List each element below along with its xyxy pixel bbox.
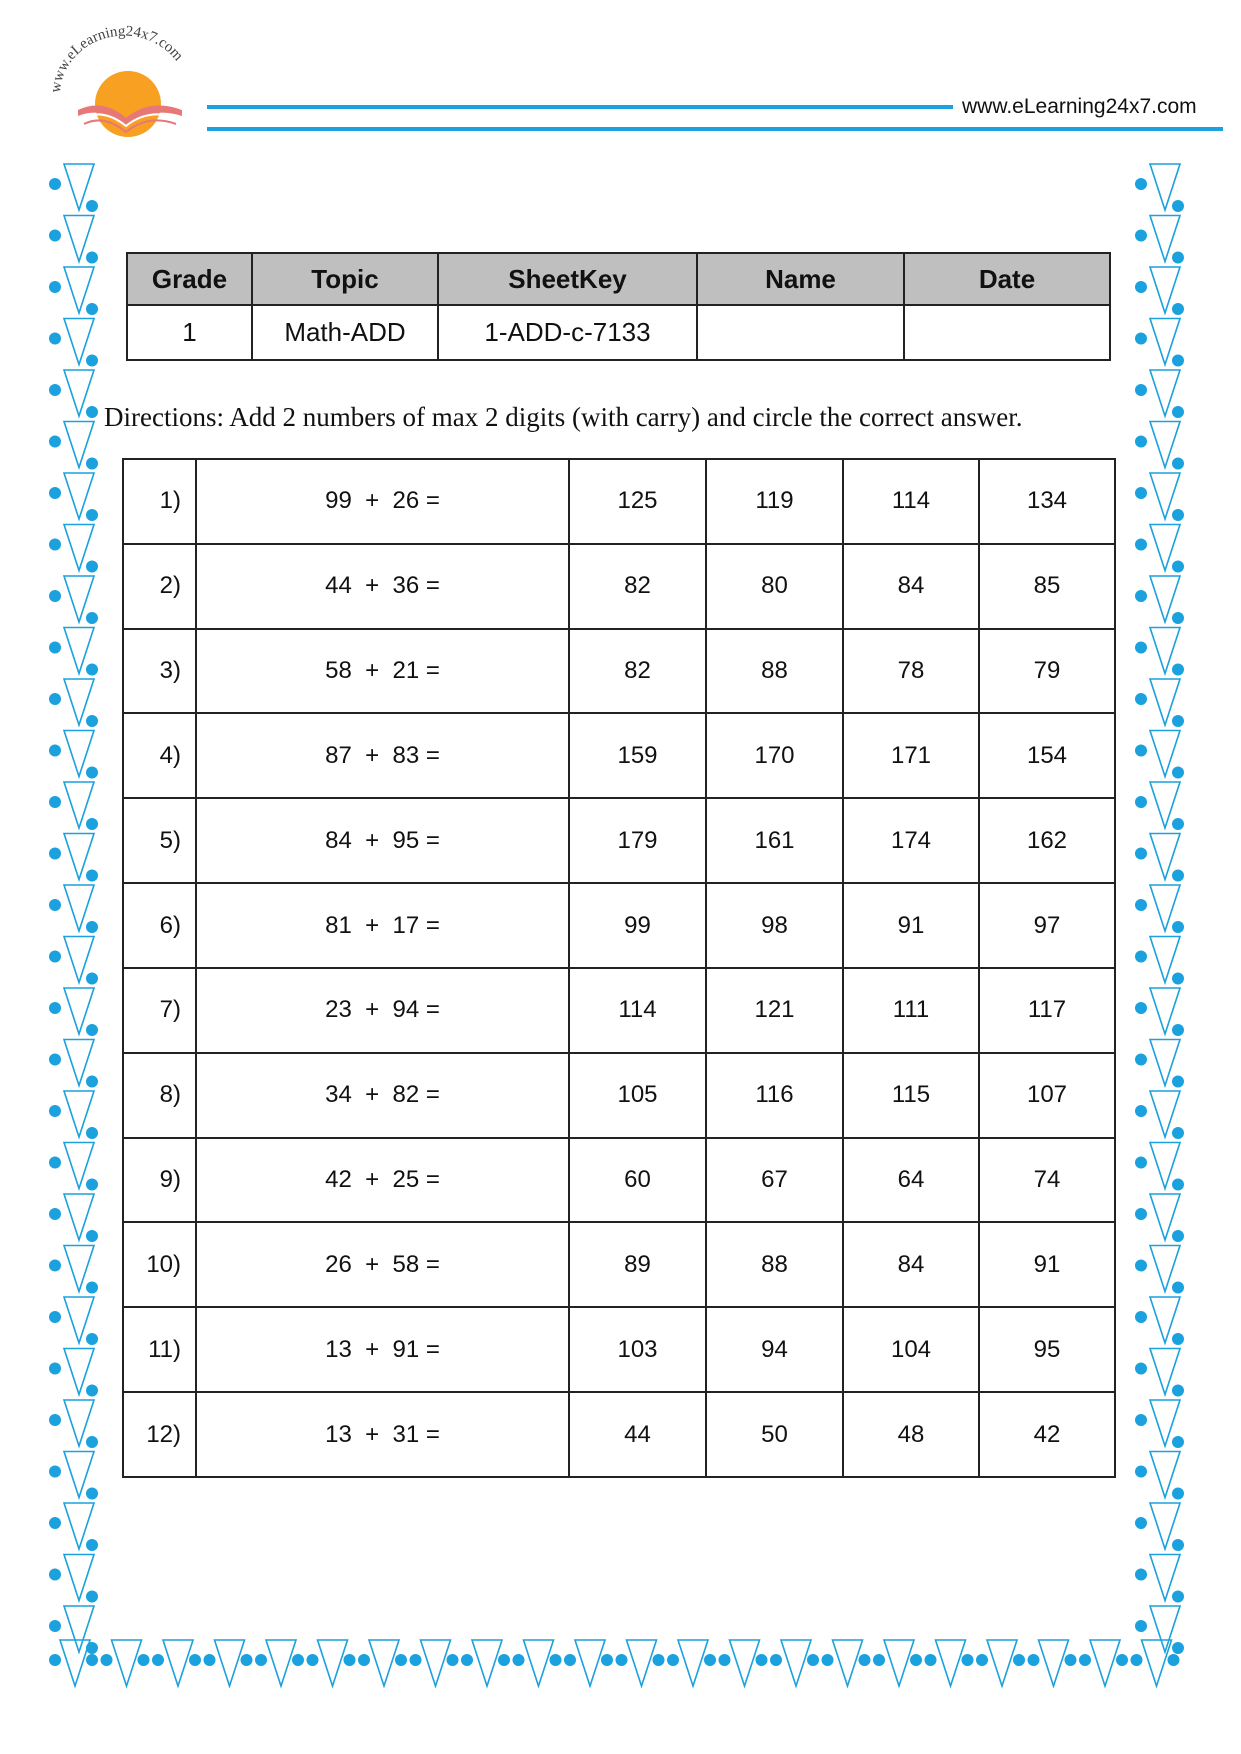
problem-row — [123, 1392, 1115, 1477]
border-dot — [292, 1654, 304, 1666]
border-dot — [49, 745, 61, 757]
answer-option[interactable]: 107 — [979, 1053, 1115, 1138]
border-dot — [1172, 1539, 1184, 1551]
border-triangle — [524, 1640, 554, 1686]
border-dot — [1135, 1208, 1147, 1220]
border-dot — [1065, 1654, 1077, 1666]
answer-option[interactable]: 117 — [979, 968, 1115, 1053]
border-dot — [86, 767, 98, 779]
sheetkey-value: 1-ADD-c-7133 — [438, 305, 697, 360]
problem-expression: 99 + 26 = — [196, 459, 569, 544]
border-dot — [1135, 487, 1147, 499]
border-dot — [1172, 1127, 1184, 1139]
problems-table — [122, 458, 1116, 1478]
border-dot — [86, 612, 98, 624]
border-dot — [49, 796, 61, 808]
problem-row — [123, 1307, 1115, 1392]
problem-row — [123, 798, 1115, 883]
border-triangle — [421, 1640, 451, 1686]
border-triangle — [369, 1640, 399, 1686]
border-dot — [86, 1024, 98, 1036]
border-dot — [1172, 715, 1184, 727]
border-dot — [1172, 612, 1184, 624]
name-header: Name — [697, 253, 904, 305]
border-dot — [1135, 230, 1147, 242]
border-dot — [461, 1654, 473, 1666]
answer-option[interactable]: 50 — [706, 1392, 843, 1477]
answer-option[interactable]: 82 — [569, 544, 706, 629]
answer-option[interactable]: 134 — [979, 459, 1115, 544]
answer-option[interactable]: 171 — [843, 713, 979, 798]
border-dot — [49, 1569, 61, 1581]
border-dot — [49, 178, 61, 190]
border-dot — [86, 355, 98, 367]
border-dot — [86, 252, 98, 264]
border-dot — [1135, 1157, 1147, 1169]
border-dot — [1172, 973, 1184, 985]
answer-option[interactable]: 88 — [706, 1222, 843, 1307]
website-url: www.eLearning24x7.com — [962, 95, 1197, 118]
answer-option[interactable]: 125 — [569, 459, 706, 544]
decorative-border-left — [48, 160, 104, 1690]
problem-row — [123, 459, 1115, 544]
border-dot — [86, 406, 98, 418]
border-dot — [49, 1157, 61, 1169]
border-dot — [49, 436, 61, 448]
border-dot — [1135, 848, 1147, 860]
border-dot — [1135, 436, 1147, 448]
border-triangle — [1090, 1640, 1120, 1686]
border-triangle — [678, 1640, 708, 1686]
border-dot — [49, 230, 61, 242]
logo-arc-text: www.eLearning24x7.com — [47, 23, 187, 94]
worksheet-info-table — [126, 252, 1111, 361]
answer-option[interactable]: 79 — [979, 629, 1115, 714]
answer-option[interactable]: 97 — [979, 883, 1115, 968]
problem-number: 9) — [123, 1138, 196, 1223]
border-dot — [49, 1054, 61, 1066]
border-dot — [962, 1654, 974, 1666]
border-dot — [447, 1654, 459, 1666]
problem-number: 8) — [123, 1053, 196, 1138]
border-dot — [86, 1282, 98, 1294]
border-dot — [49, 1620, 61, 1632]
border-dot — [49, 899, 61, 911]
topic-header: Topic — [252, 253, 438, 305]
border-dot — [1172, 664, 1184, 676]
answer-option[interactable]: 74 — [979, 1138, 1115, 1223]
border-triangle — [1039, 1640, 1069, 1686]
problem-number: 1) — [123, 459, 196, 544]
answer-option[interactable]: 80 — [706, 544, 843, 629]
date-header: Date — [904, 253, 1110, 305]
answer-option[interactable]: 114 — [569, 968, 706, 1053]
border-dot — [86, 509, 98, 521]
answer-option[interactable]: 121 — [706, 968, 843, 1053]
answer-option[interactable]: 89 — [569, 1222, 706, 1307]
border-triangle — [884, 1640, 914, 1686]
border-dot — [307, 1654, 319, 1666]
problem-row — [123, 1222, 1115, 1307]
problem-expression: 44 + 36 = — [196, 544, 569, 629]
border-dot — [1135, 1105, 1147, 1117]
border-dot — [1172, 1024, 1184, 1036]
border-dot — [204, 1654, 216, 1666]
border-dot — [822, 1654, 834, 1666]
answer-option[interactable]: 119 — [706, 459, 843, 544]
answer-option[interactable]: 64 — [843, 1138, 979, 1223]
problem-row — [123, 968, 1115, 1053]
answer-option[interactable]: 170 — [706, 713, 843, 798]
border-dot — [49, 1002, 61, 1014]
border-dot — [1135, 590, 1147, 602]
border-dot — [1135, 899, 1147, 911]
problem-expression: 87 + 83 = — [196, 713, 569, 798]
border-dot — [49, 384, 61, 396]
border-dot — [1172, 1333, 1184, 1345]
border-dot — [1135, 178, 1147, 190]
problem-number: 12) — [123, 1392, 196, 1477]
border-dot — [1028, 1654, 1040, 1666]
border-dot — [152, 1654, 164, 1666]
border-dot — [1135, 1414, 1147, 1426]
border-dot — [86, 1230, 98, 1242]
border-dot — [1172, 303, 1184, 315]
border-dot — [49, 848, 61, 860]
border-dot — [1172, 921, 1184, 933]
problem-row — [123, 1138, 1115, 1223]
border-dot — [49, 1363, 61, 1375]
answer-option[interactable]: 44 — [569, 1392, 706, 1477]
border-dot — [86, 458, 98, 470]
border-dot — [86, 1385, 98, 1397]
border-dot — [49, 1208, 61, 1220]
problem-number: 6) — [123, 883, 196, 968]
border-triangle — [472, 1640, 502, 1686]
border-dot — [1079, 1654, 1091, 1666]
border-triangle — [215, 1640, 245, 1686]
border-dot — [1135, 1620, 1147, 1632]
answer-option[interactable]: 67 — [706, 1138, 843, 1223]
problem-row — [123, 1053, 1115, 1138]
problem-number: 5) — [123, 798, 196, 883]
border-dot — [86, 1076, 98, 1088]
border-dot — [770, 1654, 782, 1666]
border-dot — [344, 1654, 356, 1666]
border-dot — [86, 973, 98, 985]
problem-number: 2) — [123, 544, 196, 629]
problem-expression: 26 + 58 = — [196, 1222, 569, 1307]
border-dot — [1135, 693, 1147, 705]
border-dot — [1172, 200, 1184, 212]
border-triangle — [163, 1640, 193, 1686]
border-dot — [1135, 1054, 1147, 1066]
border-dot — [1172, 1282, 1184, 1294]
border-dot — [873, 1654, 885, 1666]
border-dot — [1135, 1466, 1147, 1478]
border-dot — [1135, 642, 1147, 654]
border-dot — [1172, 1076, 1184, 1088]
problem-row — [123, 544, 1115, 629]
date-field[interactable] — [904, 305, 1110, 360]
border-dot — [550, 1654, 562, 1666]
problem-expression: 13 + 91 = — [196, 1307, 569, 1392]
border-triangle — [1142, 1640, 1172, 1686]
border-dot — [49, 1517, 61, 1529]
border-dot — [86, 1127, 98, 1139]
answer-option[interactable]: 60 — [569, 1138, 706, 1223]
name-field[interactable] — [697, 305, 904, 360]
border-dot — [1172, 1230, 1184, 1242]
border-dot — [1172, 767, 1184, 779]
border-dot — [49, 333, 61, 345]
answer-option[interactable]: 94 — [706, 1307, 843, 1392]
answer-option[interactable]: 84 — [843, 1222, 979, 1307]
border-dot — [1172, 1436, 1184, 1448]
border-dot — [925, 1654, 937, 1666]
grade-value: 1 — [127, 305, 252, 360]
border-dot — [910, 1654, 922, 1666]
problem-expression: 34 + 82 = — [196, 1053, 569, 1138]
decorative-border-bottom — [48, 1636, 1188, 1692]
border-dot — [86, 1179, 98, 1191]
answer-option[interactable]: 162 — [979, 798, 1115, 883]
border-dot — [395, 1654, 407, 1666]
border-triangle — [112, 1640, 142, 1686]
border-dot — [1172, 509, 1184, 521]
answer-option[interactable]: 88 — [706, 629, 843, 714]
border-dot — [358, 1654, 370, 1666]
border-dot — [86, 1488, 98, 1500]
border-dot — [756, 1654, 768, 1666]
border-dot — [86, 921, 98, 933]
topic-value: Math-ADD — [252, 305, 438, 360]
problem-row — [123, 713, 1115, 798]
border-dot — [241, 1654, 253, 1666]
border-dot — [86, 1654, 98, 1666]
answer-option[interactable]: 104 — [843, 1307, 979, 1392]
border-dot — [86, 561, 98, 573]
border-dot — [498, 1654, 510, 1666]
border-dot — [86, 1333, 98, 1345]
border-dot — [976, 1654, 988, 1666]
border-dot — [719, 1654, 731, 1666]
border-dot — [101, 1654, 113, 1666]
problem-number: 3) — [123, 629, 196, 714]
answer-option[interactable]: 103 — [569, 1307, 706, 1392]
border-dot — [1135, 796, 1147, 808]
answer-option[interactable]: 154 — [979, 713, 1115, 798]
border-triangle — [627, 1640, 657, 1686]
border-dot — [1172, 252, 1184, 264]
answer-option[interactable]: 99 — [569, 883, 706, 968]
border-triangle — [781, 1640, 811, 1686]
problem-number: 7) — [123, 968, 196, 1053]
border-dot — [667, 1654, 679, 1666]
border-dot — [807, 1654, 819, 1666]
border-dot — [1172, 561, 1184, 573]
grade-header: Grade — [127, 253, 252, 305]
border-dot — [1135, 333, 1147, 345]
header-rule-bottom — [207, 127, 1223, 131]
border-dot — [49, 487, 61, 499]
answer-option[interactable]: 84 — [843, 544, 979, 629]
border-triangle — [575, 1640, 605, 1686]
border-dot — [86, 818, 98, 830]
border-dot — [1135, 1260, 1147, 1272]
border-dot — [1172, 818, 1184, 830]
answer-option[interactable]: 95 — [979, 1307, 1115, 1392]
border-dot — [1135, 539, 1147, 551]
border-dot — [49, 281, 61, 293]
answer-option[interactable]: 91 — [979, 1222, 1115, 1307]
border-dot — [49, 1654, 61, 1666]
answer-option[interactable]: 111 — [843, 968, 979, 1053]
answer-option[interactable]: 174 — [843, 798, 979, 883]
border-dot — [1135, 384, 1147, 396]
answer-option[interactable]: 115 — [843, 1053, 979, 1138]
answer-option[interactable]: 98 — [706, 883, 843, 968]
border-dot — [1135, 951, 1147, 963]
border-dot — [49, 642, 61, 654]
answer-option[interactable]: 85 — [979, 544, 1115, 629]
answer-option[interactable]: 82 — [569, 629, 706, 714]
border-dot — [1172, 355, 1184, 367]
answer-option[interactable]: 179 — [569, 798, 706, 883]
answer-option[interactable]: 161 — [706, 798, 843, 883]
header-rule-top — [207, 105, 953, 109]
border-dot — [49, 1311, 61, 1323]
decorative-border-right — [1134, 160, 1190, 1690]
problem-number: 4) — [123, 713, 196, 798]
border-dot — [1172, 1488, 1184, 1500]
border-dot — [86, 1436, 98, 1448]
problem-expression: 81 + 17 = — [196, 883, 569, 968]
border-triangle — [318, 1640, 348, 1686]
border-dot — [49, 1466, 61, 1478]
border-dot — [1135, 745, 1147, 757]
border-triangle — [60, 1640, 90, 1686]
border-dot — [859, 1654, 871, 1666]
problem-number: 11) — [123, 1307, 196, 1392]
directions-text: Directions: Add 2 numbers of max 2 digits (with carry) and circle the correct answer. — [104, 402, 1023, 432]
border-dot — [86, 715, 98, 727]
border-dot — [513, 1654, 525, 1666]
border-dot — [1135, 1002, 1147, 1014]
problem-expression: 13 + 31 = — [196, 1392, 569, 1477]
answer-option[interactable]: 91 — [843, 883, 979, 968]
border-triangle — [266, 1640, 296, 1686]
answer-option[interactable]: 78 — [843, 629, 979, 714]
border-dot — [1172, 458, 1184, 470]
border-dot — [49, 1260, 61, 1272]
answer-option[interactable]: 159 — [569, 713, 706, 798]
border-dot — [564, 1654, 576, 1666]
border-dot — [86, 870, 98, 882]
border-dot — [1135, 1517, 1147, 1529]
border-dot — [86, 1539, 98, 1551]
border-dot — [1135, 281, 1147, 293]
border-triangle — [936, 1640, 966, 1686]
border-dot — [410, 1654, 422, 1666]
problem-row — [123, 629, 1115, 714]
border-dot — [704, 1654, 716, 1666]
border-dot — [1135, 1569, 1147, 1581]
border-triangle — [730, 1640, 760, 1686]
border-dot — [1013, 1654, 1025, 1666]
problem-expression: 42 + 25 = — [196, 1138, 569, 1223]
problem-expression: 23 + 94 = — [196, 968, 569, 1053]
answer-option[interactable]: 48 — [843, 1392, 979, 1477]
border-dot — [616, 1654, 628, 1666]
elearning-logo — [38, 18, 208, 148]
problem-expression: 58 + 21 = — [196, 629, 569, 714]
border-dot — [601, 1654, 613, 1666]
border-dot — [1135, 1363, 1147, 1375]
sheetkey-header: SheetKey — [438, 253, 697, 305]
border-dot — [1172, 1385, 1184, 1397]
answer-option[interactable]: 116 — [706, 1053, 843, 1138]
border-dot — [49, 590, 61, 602]
border-dot — [1131, 1654, 1143, 1666]
border-dot — [653, 1654, 665, 1666]
border-dot — [49, 539, 61, 551]
problem-number: 10) — [123, 1222, 196, 1307]
answer-option[interactable]: 42 — [979, 1392, 1115, 1477]
border-dot — [49, 693, 61, 705]
problem-expression: 84 + 95 = — [196, 798, 569, 883]
border-triangle — [833, 1640, 863, 1686]
border-dot — [86, 200, 98, 212]
border-dot — [1172, 870, 1184, 882]
border-dot — [86, 303, 98, 315]
border-dot — [49, 1414, 61, 1426]
border-dot — [189, 1654, 201, 1666]
border-dot — [1168, 1654, 1180, 1666]
border-dot — [49, 951, 61, 963]
border-triangle — [987, 1640, 1017, 1686]
border-dot — [1172, 1591, 1184, 1603]
answer-option[interactable]: 114 — [843, 459, 979, 544]
border-dot — [1172, 406, 1184, 418]
border-dot — [1116, 1654, 1128, 1666]
border-dot — [49, 1105, 61, 1117]
border-dot — [1135, 1311, 1147, 1323]
border-dot — [138, 1654, 150, 1666]
border-dot — [86, 664, 98, 676]
border-dot — [255, 1654, 267, 1666]
border-dot — [86, 1591, 98, 1603]
answer-option[interactable]: 105 — [569, 1053, 706, 1138]
border-dot — [1172, 1179, 1184, 1191]
problem-row — [123, 883, 1115, 968]
